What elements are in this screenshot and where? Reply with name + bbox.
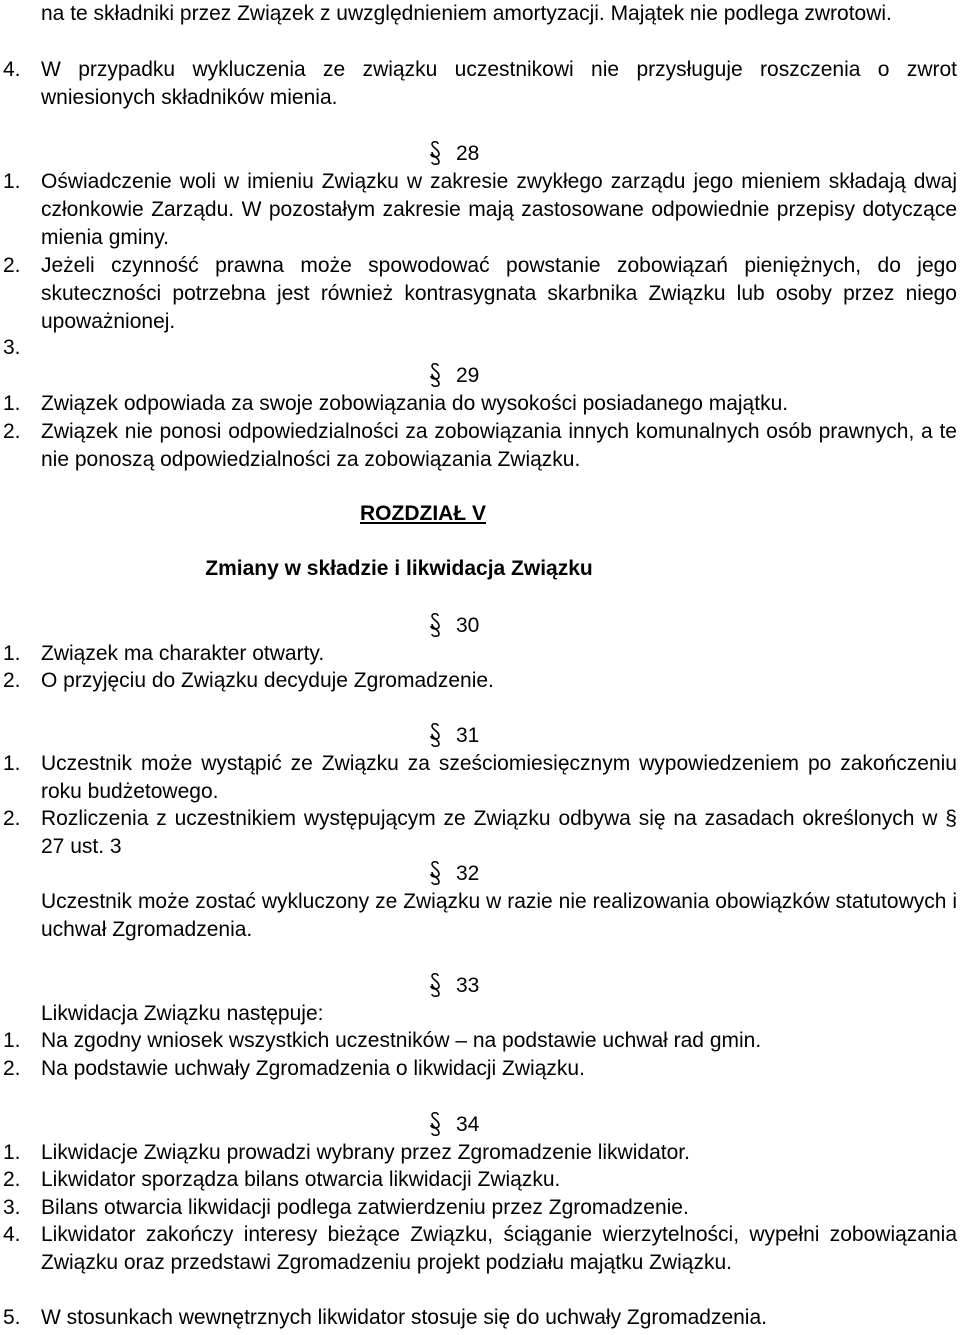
item-number: 1. xyxy=(3,1141,21,1164)
item-number: 2. xyxy=(3,420,21,443)
item-text: Związek nie ponosi odpowiedzialności za zobowiązania innych komunalnych osób prawnych, a te nie ponoszą odpowiedzialności za zobowiązania Związku. xyxy=(41,420,957,471)
section-number: 34 xyxy=(456,1113,480,1136)
item-number: 1. xyxy=(3,642,21,665)
item-text: W przypadku wykluczenia ze związku uczestnikowi nie przysługuje roszczenia o zwrot wniesionych składników mienia. xyxy=(41,58,957,109)
item-text: O przyjęciu do Związku decyduje Zgromadzenie. xyxy=(41,669,494,692)
section-sign-icon xyxy=(428,1111,442,1137)
item-text: Likwidator sporządza bilans otwarcia likwidacji Związku. xyxy=(41,1168,561,1191)
item-text: Związek odpowiada za swoje zobowiązania do wysokości posiadanego majątku. xyxy=(41,392,789,415)
section-heading xyxy=(428,612,479,640)
section-sign-icon xyxy=(428,860,442,886)
section-heading xyxy=(428,722,479,750)
section-number: 30 xyxy=(456,614,480,637)
item-number: 2. xyxy=(3,669,21,692)
paragraph-text: na te składniki przez Związek z uwzględnieniem amortyzacji. Majątek nie podlega zwrotowi. xyxy=(41,2,892,25)
item-text: W stosunkach wewnętrznych likwidator stosuje się do uchwały Zgromadzenia. xyxy=(41,1306,767,1329)
section-sign-icon xyxy=(428,612,442,638)
item-number: 2. xyxy=(3,254,21,277)
item-number: 2. xyxy=(3,1168,21,1191)
item-text: Oświadczenie woli w imieniu Związku w zakresie zwykłego zarządu jego mieniem składają dwaj członkowie Zarządu. W pozostałym zakresie mają zastosowane odpowiednie przepisy dotyczące mienia gminy. xyxy=(41,170,957,249)
section-sign-icon xyxy=(428,362,442,388)
section-heading xyxy=(428,140,479,168)
item-text: Likwidacje Związku prowadzi wybrany przez Zgromadzenie likwidator. xyxy=(41,1141,690,1164)
item-number: 1. xyxy=(3,752,21,775)
section-number: 28 xyxy=(456,142,480,165)
section-sign-icon xyxy=(428,140,442,166)
item-text: Na podstawie uchwały Zgromadzenia o likwidacji Związku. xyxy=(41,1057,585,1080)
item-number: 3. xyxy=(3,336,21,359)
section-heading xyxy=(428,972,479,1000)
item-number: 1. xyxy=(3,392,21,415)
item-text: Jeżeli czynność prawna może spowodować powstanie zobowiązań pieniężnych, do jego skuteczności potrzebna jest również kontrasygnata skarbnika Związku lub osoby przez niego upoważnionej. xyxy=(41,254,957,333)
item-number: 1. xyxy=(3,170,21,193)
section-sign-icon xyxy=(428,972,442,998)
section-number: 33 xyxy=(456,974,480,997)
item-text: Likwidator zakończy interesy bieżące Związku, ściąganie wierzytelności, wypełni zobowiązania Związku oraz przedstawi Zgromadzeniu projekt podziału majątku Związku. xyxy=(41,1223,957,1274)
item-number: 2. xyxy=(3,807,21,830)
paragraph-text: Uczestnik może zostać wykluczony ze Związku w razie nie realizowania obowiązków statutowych i uchwał Zgromadzenia. xyxy=(41,890,957,941)
item-number: 1. xyxy=(3,1029,21,1052)
item-number: 5. xyxy=(3,1306,21,1329)
item-number: 2. xyxy=(3,1057,21,1080)
section-number: 29 xyxy=(456,364,480,387)
chapter-title: Zmiany w składzie i likwidacja Związku xyxy=(205,557,593,580)
section-heading xyxy=(428,362,479,390)
section-number: 32 xyxy=(456,862,480,885)
item-text: Uczestnik może wystąpić ze Związku za sześciomiesięcznym wypowiedzeniem po zakończeniu roku budżetowego. xyxy=(41,752,957,803)
section-heading xyxy=(428,860,479,888)
item-text: Na zgodny wniosek wszystkich uczestników – na podstawie uchwał rad gmin. xyxy=(41,1029,762,1052)
item-number: 3. xyxy=(3,1196,21,1219)
section-number: 31 xyxy=(456,724,480,747)
item-number: 4. xyxy=(3,1223,21,1246)
paragraph-text: Likwidacja Związku następuje: xyxy=(41,1002,324,1025)
item-text: Bilans otwarcia likwidacji podlega zatwierdzeniu przez Zgromadzenie. xyxy=(41,1196,689,1219)
item-number: 4. xyxy=(3,58,21,81)
item-text: Związek ma charakter otwarty. xyxy=(41,642,325,665)
item-text: Rozliczenia z uczestnikiem występującym ze Związku odbywa się na zasadach określonych w § 27 ust. 3 xyxy=(41,807,957,858)
chapter-heading: ROZDZIAŁ V xyxy=(360,502,486,525)
section-heading xyxy=(428,1111,479,1139)
section-sign-icon xyxy=(428,722,442,748)
